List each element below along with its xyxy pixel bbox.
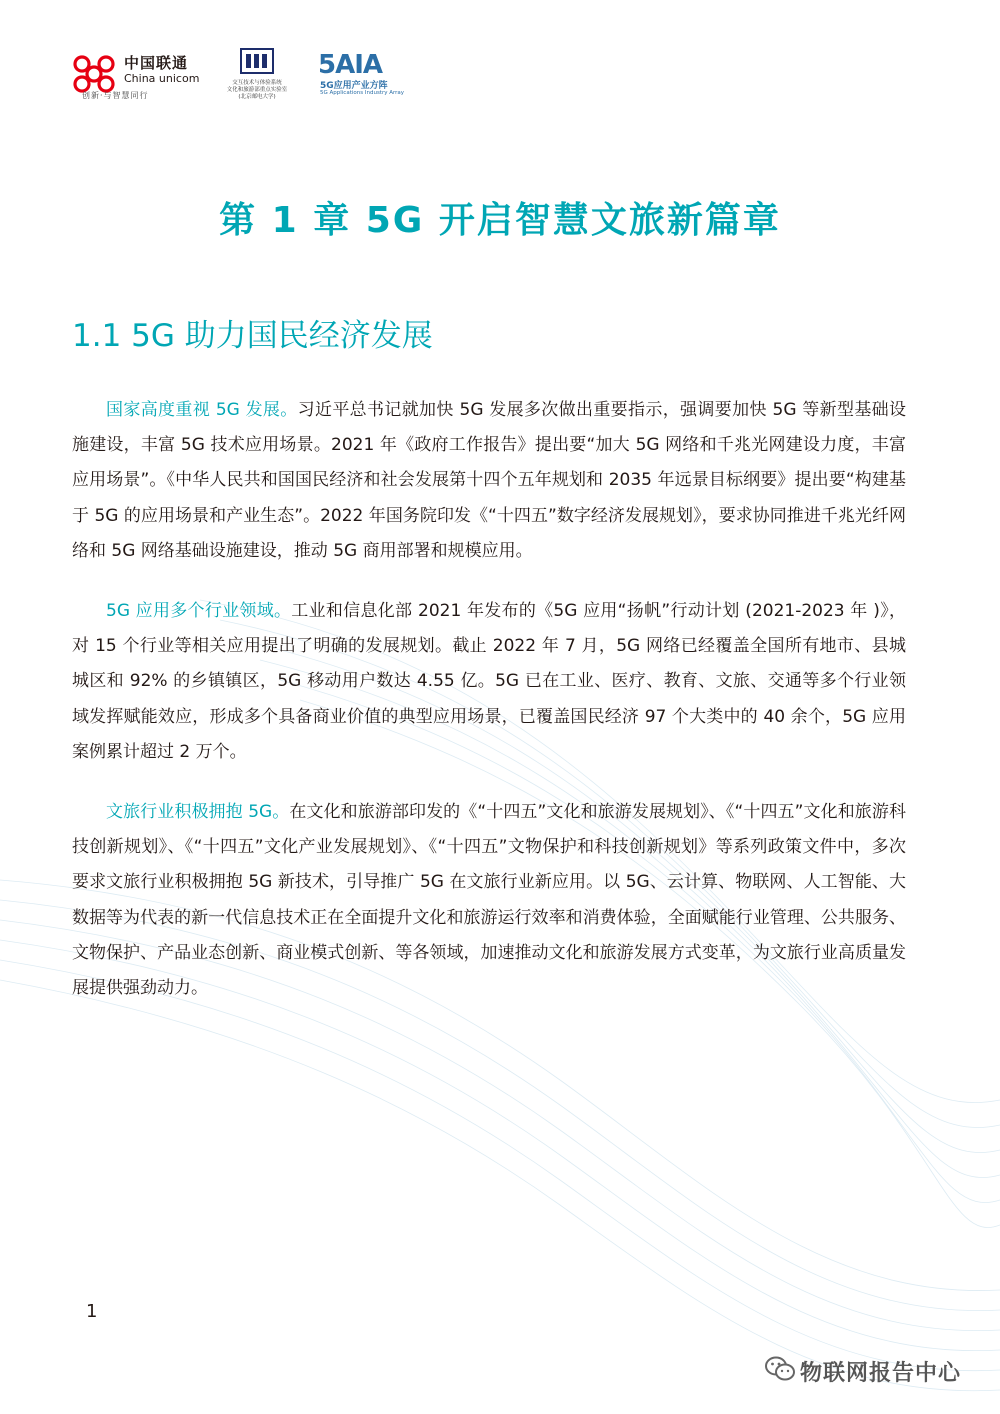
lab-name-line2: 文化和旅游部重点实验室	[226, 87, 288, 93]
wechat-watermark	[764, 1352, 974, 1392]
unicom-name-en: China unicom	[124, 72, 200, 85]
aia-name-cn: 5G应用产业方阵	[320, 81, 388, 91]
aia-name-en: 5G Applications Industry Array	[320, 90, 405, 96]
chapter-title: 第 1 章 5G 开启智慧文旅新篇章	[219, 200, 781, 241]
paragraph-text: 在文化和旅游部印发的《“十四五”文化和旅游发展规划》、《“十四五”文化和旅游科技创新规划》、《“十四五”文化产业发展规划》、《“十四五”文物保护和科技创新规划》等系列政策文件中，多次要求文旅行业积极拥抱 5G 新技术，引导推广 5G 在文旅行业新应用。以 5G、云计算、物联网、人工智能、大数据等为代表的新一代信息技术正在全面提升文化和旅游运行效率和消费体验，全面赋能行业管理、公共服务、文物保护、产品业态创新、商业模式创新、等各领域，加速推动文化和旅游发展方式变革，为文旅行业高质量发展提供强劲动力。	[72, 802, 906, 999]
paragraph	[72, 594, 906, 770]
paragraph-lead: 文旅行业积极拥抱 5G。	[106, 802, 290, 823]
aia-wordmark: 5AIA	[318, 50, 383, 80]
lab-emblem-icon	[240, 48, 274, 74]
5g-aia-logo	[318, 48, 408, 100]
paragraph-lead: 国家高度重视 5G 发展。	[106, 400, 298, 420]
wechat-icon	[764, 1354, 796, 1384]
paragraph	[72, 795, 906, 1006]
section-title: 1.1 5G 助力国民经济发展	[72, 318, 433, 354]
page-number: 1	[86, 1301, 98, 1322]
watermark-text: 物联网报告中心	[800, 1361, 962, 1386]
lab-name-line1: 交互技术与体验系统	[232, 80, 282, 86]
unicom-name-cn: 中国联通	[124, 54, 189, 72]
paragraph	[72, 393, 906, 569]
header-logos	[68, 44, 428, 104]
body-text	[72, 393, 906, 1031]
paragraph-text: 习近平总书记就加快 5G 发展多次做出重要指示，强调要加快 5G 等新型基础设施建设，丰富 5G 技术应用场景。2021 年《政府工作报告》提出要“加大 5G 网络和千兆光网建设力度，丰富应用场景”。《中华人民共和国国民经济和社会发展第十四个五年规划和 2035 年远景目标纲要》提出要“构建基于 5G 的应用场景和产业生态”。2022 年国务院印发《“十四五”数字经济发展规划》，要求协同推进千兆光纤网络和 5G 网络基础设施建设，推动 5G 商用部署和规模应用。	[72, 400, 907, 561]
key-lab-logo	[218, 48, 294, 100]
china-unicom-logo	[68, 48, 198, 100]
unicom-slogan: 创新·与智慧同行	[82, 91, 149, 100]
paragraph-text: 工业和信息化部 2021 年发布的《5G 应用“扬帆”行动计划 (2021-2023 年 )》，对 15 个行业等相关应用提出了明确的发展规划。截止 2022 年 7 月，5G 网络已经覆盖全国所有地市、县城城区和 92% 的乡镇镇区，5G 移动用户数达 4.55 亿。5G 已在工业、医疗、教育、文旅、交通等多个行业领域发挥赋能效应，形成多个具备商业价值的典型应用场景，已覆盖国民经济 97 个大类中的 40 余个，5G 应用案例累计超过 2 万个。	[72, 601, 906, 762]
lab-name-line3: (北京邮电大学)	[238, 94, 276, 100]
paragraph-lead: 5G 应用多个行业领域。	[106, 601, 292, 622]
